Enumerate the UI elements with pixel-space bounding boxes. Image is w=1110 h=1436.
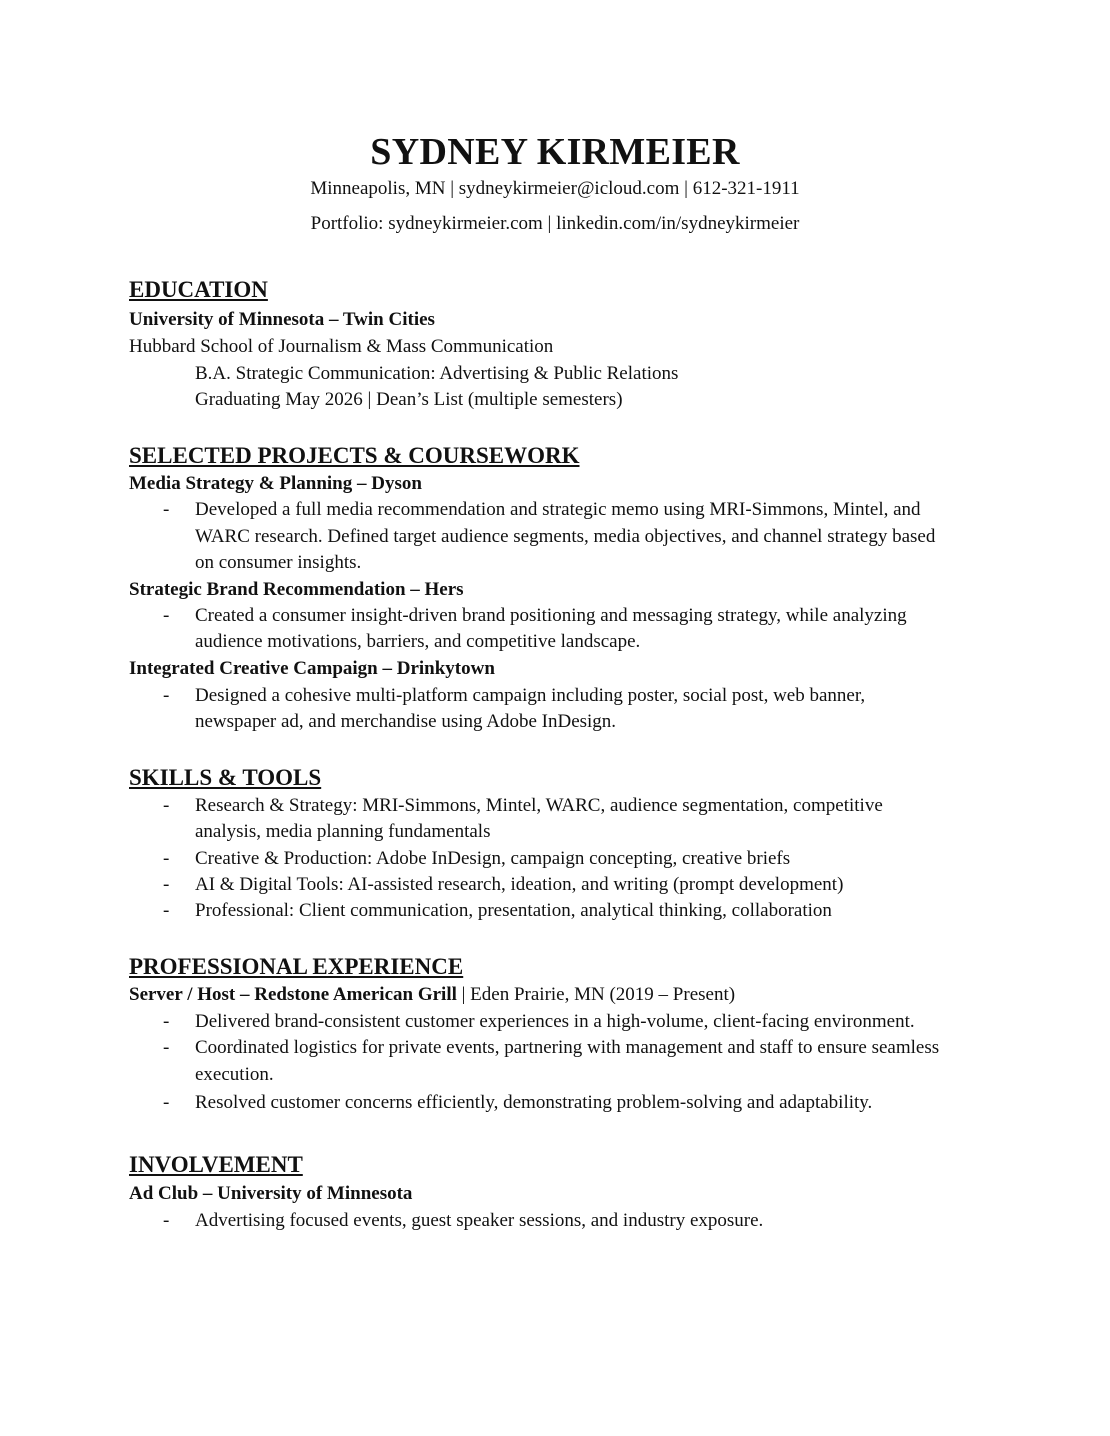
experience-bullet-line: execution. [195,1064,274,1085]
education-school: University of Minnesota – Twin Cities [129,309,435,330]
skills-heading: SKILLS & TOOLS [129,765,322,790]
education-heading: EDUCATION [129,277,268,302]
experience-bullet-line: Delivered brand-consistent customer experiences in a high-volume, client-facing environment. [195,1011,915,1032]
bullet-marker: - [163,1011,170,1032]
project-title: Media Strategy & Planning – Dyson [129,473,422,494]
project-description-line: audience motivations, barriers, and competitive landscape. [195,631,641,652]
contact-line: Minneapolis, MN | sydneykirmeier@icloud.com | 612-321-1911 [310,178,800,199]
experience-bullet-line: Resolved customer concerns efficiently, demonstrating problem-solving and adaptability. [195,1092,873,1113]
experience-role-line [129,983,735,1007]
bullet-marker: - [163,1037,170,1058]
project-description-line: Designed a cohesive multi-platform campaign including poster, social post, web banner, [195,685,866,706]
bullet-marker: - [163,795,170,816]
involvement-org: Ad Club – University of Minnesota [129,1183,413,1204]
experience-role: Server / Host – Redstone American Grill [129,984,457,1005]
education-graduation: Graduating May 2026 | Dean’s List (multiple semesters) [195,389,623,410]
bullet-marker: - [163,1210,170,1231]
education-degree: B.A. Strategic Communication: Advertising & Public Relations [195,363,679,384]
project-description-line: WARC research. Defined target audience segments, media objectives, and channel strategy based [195,526,936,547]
skill-item-line: AI & Digital Tools: AI-assisted research, ideation, and writing (prompt development) [195,874,844,895]
bullet-marker: - [163,605,170,626]
skill-item-line: Professional: Client communication, presentation, analytical thinking, collaboration [195,900,832,921]
bullet-marker: - [163,874,170,895]
involvement-heading: INVOLVEMENT [129,1152,303,1177]
experience-heading: PROFESSIONAL EXPERIENCE [129,954,464,979]
project-description-line: on consumer insights. [195,552,362,573]
project-description-line: Created a consumer insight-driven brand positioning and messaging strategy, while analyzing [195,605,907,626]
skill-item-line: analysis, media planning fundamentals [195,821,491,842]
bullet-marker: - [163,1092,170,1113]
involvement-bullet-line: Advertising focused events, guest speaker sessions, and industry exposure. [195,1210,764,1231]
bullet-marker: - [163,685,170,706]
experience-bullet-line: Coordinated logistics for private events, partnering with management and staff to ensure seamless [195,1037,940,1058]
experience-location: | Eden Prairie, MN (2019 – Present) [456,984,736,1005]
bullet-marker: - [163,900,170,921]
bullet-marker: - [163,499,170,520]
project-title: Strategic Brand Recommendation – Hers [129,579,464,600]
project-title: Integrated Creative Campaign – Drinkytown [129,658,495,679]
candidate-name: SYDNEY KIRMEIER [370,131,740,173]
project-description-line: Developed a full media recommendation and strategic memo using MRI-Simmons, Mintel, and [195,499,921,520]
skill-item-line: Creative & Production: Adobe InDesign, campaign concepting, creative briefs [195,848,791,869]
links-line: Portfolio: sydneykirmeier.com | linkedin.com/in/sydneykirmeier [310,213,800,234]
bullet-marker: - [163,848,170,869]
skill-item-line: Research & Strategy: MRI-Simmons, Mintel, WARC, audience segmentation, competitive [195,795,883,816]
projects-heading: SELECTED PROJECTS & COURSEWORK [129,443,580,468]
education-college: Hubbard School of Journalism & Mass Communication [129,336,554,357]
project-description-line: newspaper ad, and merchandise using Adobe InDesign. [195,711,617,732]
